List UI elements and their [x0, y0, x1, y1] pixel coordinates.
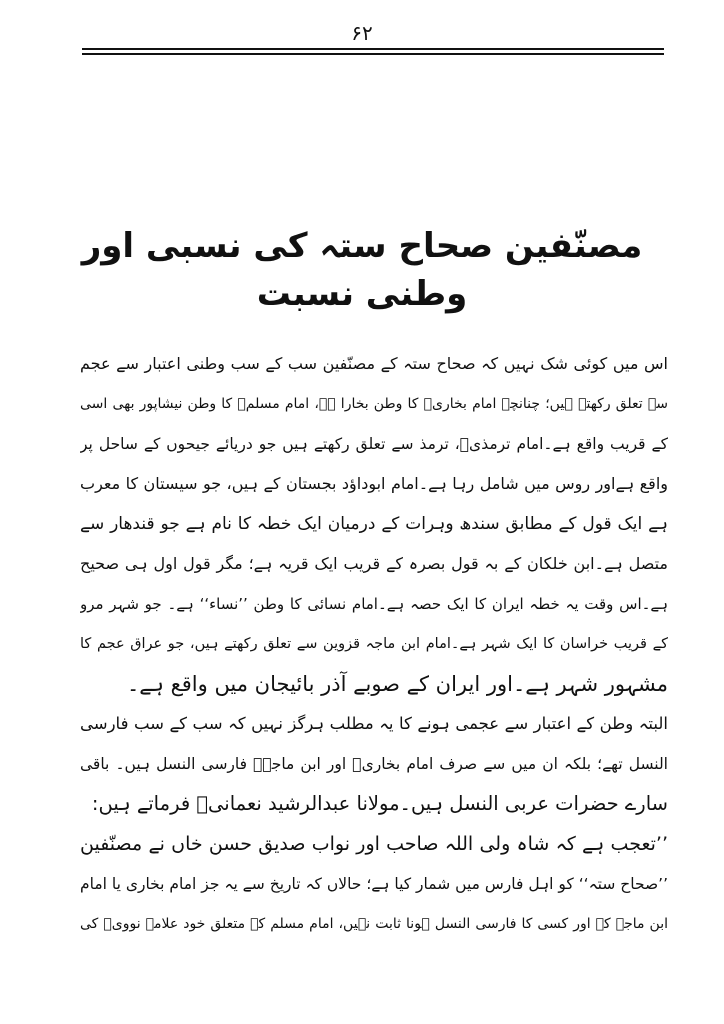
paragraph-2-line-1: البتہ وطن کے اعتبار سے عجمی ہونے کا یہ مطلب ہرگز نہیں کہ سب کے سب فارسی [80, 714, 668, 733]
paragraph-1-line-9: مشہور شہر ہے۔اور ایران کے صوبے آذر بائیجان میں واقع ہے۔ [126, 672, 668, 696]
paragraph-1-line-8: کے قریب خراسان کا ایک شہر ہے۔امام ابن ماجہ قزوین سے تعلق رکھتے ہیں، جو عراق عجم کا [80, 636, 668, 652]
paragraph-1-line-7: ہے۔اس وقت یہ خطہ ایران کا ایک حصہ ہے۔امام نسائی کا وطن ’’نساء‘‘ ہے۔ جو شہر مرو [80, 595, 668, 613]
quote-line-3: ابن ماجہ کے اور کسی کا فارسی النسل ہونا ثابت نہیں، امام مسلم کے متعلق خود علامہ نوویؒ کی [80, 916, 668, 932]
quote-line-2: ’’صحاح ستہ‘‘ کو اہل فارس میں شمار کیا ہے؛ حالاں کہ تاریخ سے یہ جز امام بخاری یا امام [80, 875, 668, 893]
paragraph-1-line-6: متصل ہے۔ابن خلکان کے بہ قول بصرہ کے قریب ایک قریہ ہے؛ مگر قول اول ہی صحیح [80, 554, 668, 573]
page-number: ۶۲ [351, 21, 373, 45]
paragraph-1-line-4: واقع ہےاور روس میں شامل رہا ہے۔امام ابوداؤد بجستان کے ہیں، جو سیستان کا معرب [80, 474, 668, 493]
paragraph-1-line-1: اس میں کوئی شک نہیں کہ صحاح ستہ کے مصنّفین سب کے سب وطنی اعتبار سے عجم [80, 354, 668, 373]
body-text [80, 344, 668, 944]
paragraph-1-line-3: کے قریب واقع ہے۔امام ترمذیؒ، ترمذ سے تعلق رکھتے ہیں جو دریائے جیحوں کے ساحل پر [80, 435, 668, 453]
quote-line-1: ’’تعجب ہے کہ شاہ ولی اللہ صاحب اور نواب صدیق حسن خاں نے مصنّفین [80, 833, 668, 855]
paragraph-1-line-5: ہے ایک قول کے مطابق سندھ وہرات کے درمیان ایک خطہ کا نام ہے جو قندھار سے [80, 514, 668, 534]
header-rule-top [82, 48, 664, 50]
paragraph-2-line-2: النسل تھے؛ بلکہ ان میں سے صرف امام بخاریؒ اور ابن ماجہؒ فارسی النسل ہیں۔ باقی [80, 755, 668, 773]
paragraph-2-line-3: سارے حضرات عربی النسل ہیں۔مولانا عبدالرشید نعمانیؒ فرماتے ہیں: [91, 792, 668, 815]
header-rule-bottom [82, 53, 664, 55]
paragraph-1-line-2: سے تعلق رکھتے ہیں؛ چنانچہ امام بخاریؒ کا وطن بخارا ہے، امام مسلمؒ کا وطن نیشاپور بھی اسی [80, 396, 668, 412]
chapter-title: مصنّفین صحاح ستہ کی نسبی اور وطنی نسبت [81, 226, 643, 314]
